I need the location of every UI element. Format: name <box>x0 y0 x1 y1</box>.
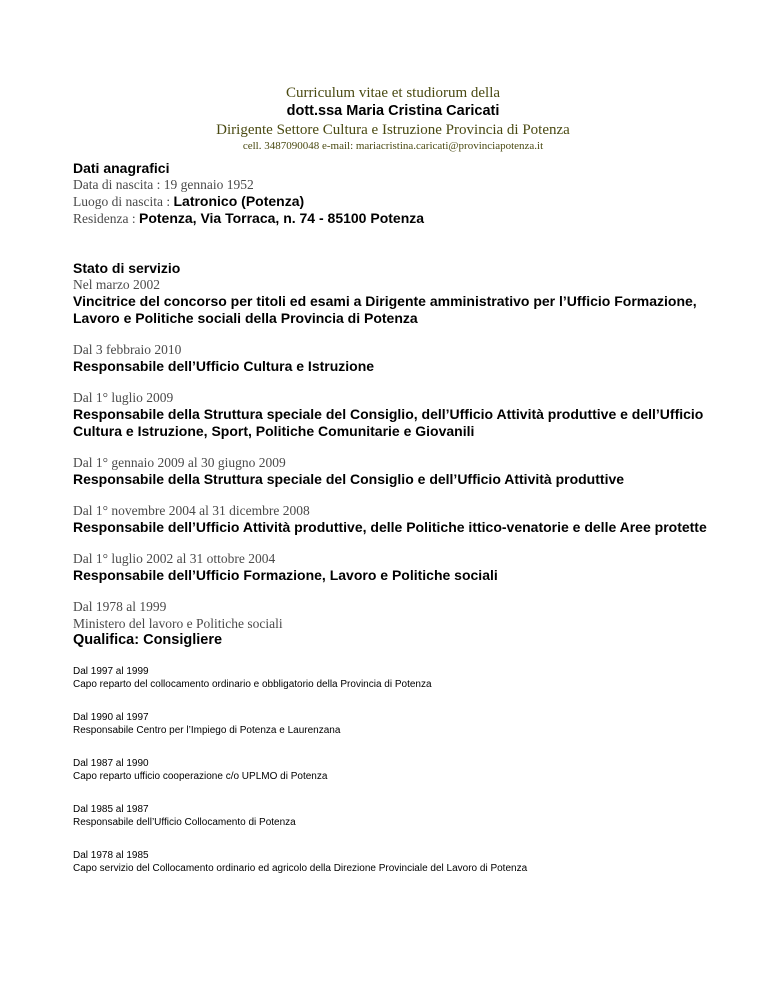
section-anagrafici <box>73 160 713 227</box>
service-entry <box>73 454 713 488</box>
service-entry <box>73 389 713 440</box>
header-intro: Curriculum vitae et studiorum della <box>285 85 501 101</box>
service-entry-date: Dal 1° luglio 2002 al 31 ottobre 2004 <box>73 551 276 566</box>
service-entry-date: Dal 1° novembre 2004 al 31 dicembre 2008 <box>73 503 310 518</box>
header-name: dott.ssa Maria Cristina Caricati <box>286 103 500 119</box>
subentry-desc: Capo reparto del collocamento ordinario e obbligatorio della Provincia di Potenza <box>73 679 432 690</box>
header-contact: cell. 3487090048 e-mail: mariacristina.caricati@provinciapotenza.it <box>242 140 544 152</box>
subentry-date: Dal 1978 al 1985 <box>73 850 149 861</box>
ministero-subentry <box>73 711 713 737</box>
service-entry-date: Dal 3 febbraio 2010 <box>73 342 182 357</box>
service-entry-date: Nel marzo 2002 <box>73 277 160 292</box>
service-entry-desc: Responsabile della Struttura speciale del Consiglio e dell’Ufficio Attività produttive <box>73 471 625 487</box>
service-entry-desc: Vincitrice del concorso per titoli ed esami a Dirigente amministrativo per l’Ufficio Formazione, Lavoro e Politiche sociali della Provincia di Potenza <box>73 293 697 326</box>
service-entry-date: Dal 1° gennaio 2009 al 30 giugno 2009 <box>73 455 286 470</box>
ministero-subentry <box>73 757 713 783</box>
ministero-qualifica: Qualifica: Consigliere <box>73 632 223 648</box>
subentry-desc: Capo servizio del Collocamento ordinario ed agricolo della Direzione Provinciale del Lavoro di Potenza <box>73 863 528 874</box>
ministero-subentry <box>73 803 713 829</box>
subentry-date: Dal 1997 al 1999 <box>73 666 149 677</box>
ministero-subentry <box>73 665 713 691</box>
residence-label: Residenza : <box>73 211 139 226</box>
section-title-anagrafici: Dati anagrafici <box>73 160 170 176</box>
subentry-date: Dal 1985 al 1987 <box>73 804 149 815</box>
service-entry <box>73 502 713 536</box>
service-entry-desc: Responsabile dell’Ufficio Cultura e Istruzione <box>73 358 375 374</box>
service-entry <box>73 341 713 375</box>
service-entry-desc: Responsabile della Struttura speciale del Consiglio, dell’Ufficio Attività produttive e dell’Ufficio Cultura e Istruzione, Sport, Politiche Comunitarie e Giovanili <box>73 406 704 439</box>
subentry-desc: Responsabile dell’Ufficio Collocamento di Potenza <box>73 817 296 828</box>
residence-line <box>73 210 713 227</box>
birth-date: Data di nascita : 19 gennaio 1952 <box>73 177 254 192</box>
header-role: Dirigente Settore Cultura e Istruzione Provincia di Potenza <box>216 122 570 138</box>
subentry-date: Dal 1990 al 1997 <box>73 712 149 723</box>
birth-place-line <box>73 193 713 210</box>
section-title-servizio: Stato di servizio <box>73 260 181 276</box>
ministero-entry <box>73 598 713 649</box>
service-entry-desc: Responsabile dell’Ufficio Formazione, Lavoro e Politiche sociali <box>73 567 498 583</box>
residence-value: Potenza, Via Torraca, n. 74 - 85100 Potenza <box>138 210 425 226</box>
document-header <box>73 0 713 154</box>
subentry-date: Dal 1987 al 1990 <box>73 758 149 769</box>
section-servizio <box>73 260 713 895</box>
service-entry <box>73 276 713 327</box>
service-entry-date: Dal 1° luglio 2009 <box>73 390 174 405</box>
subentry-desc: Responsabile Centro per l’Impiego di Potenza e Laurenzana <box>73 725 341 736</box>
service-entry-desc: Responsabile dell’Ufficio Attività produttive, delle Politiche ittico-venatorie e delle Aree protette <box>73 519 707 535</box>
ministero-date: Dal 1978 al 1999 <box>73 599 167 614</box>
birth-place-label: Luogo di nascita : <box>73 194 174 209</box>
service-entry <box>73 550 713 584</box>
birth-place-value: Latronico (Potenza) <box>173 193 305 209</box>
ministero-org: Ministero del lavoro e Politiche sociali <box>73 616 283 631</box>
document-page <box>73 0 713 874</box>
subentry-desc: Capo reparto ufficio cooperazione c/o UPLMO di Potenza <box>73 771 328 782</box>
ministero-subentry <box>73 849 713 875</box>
